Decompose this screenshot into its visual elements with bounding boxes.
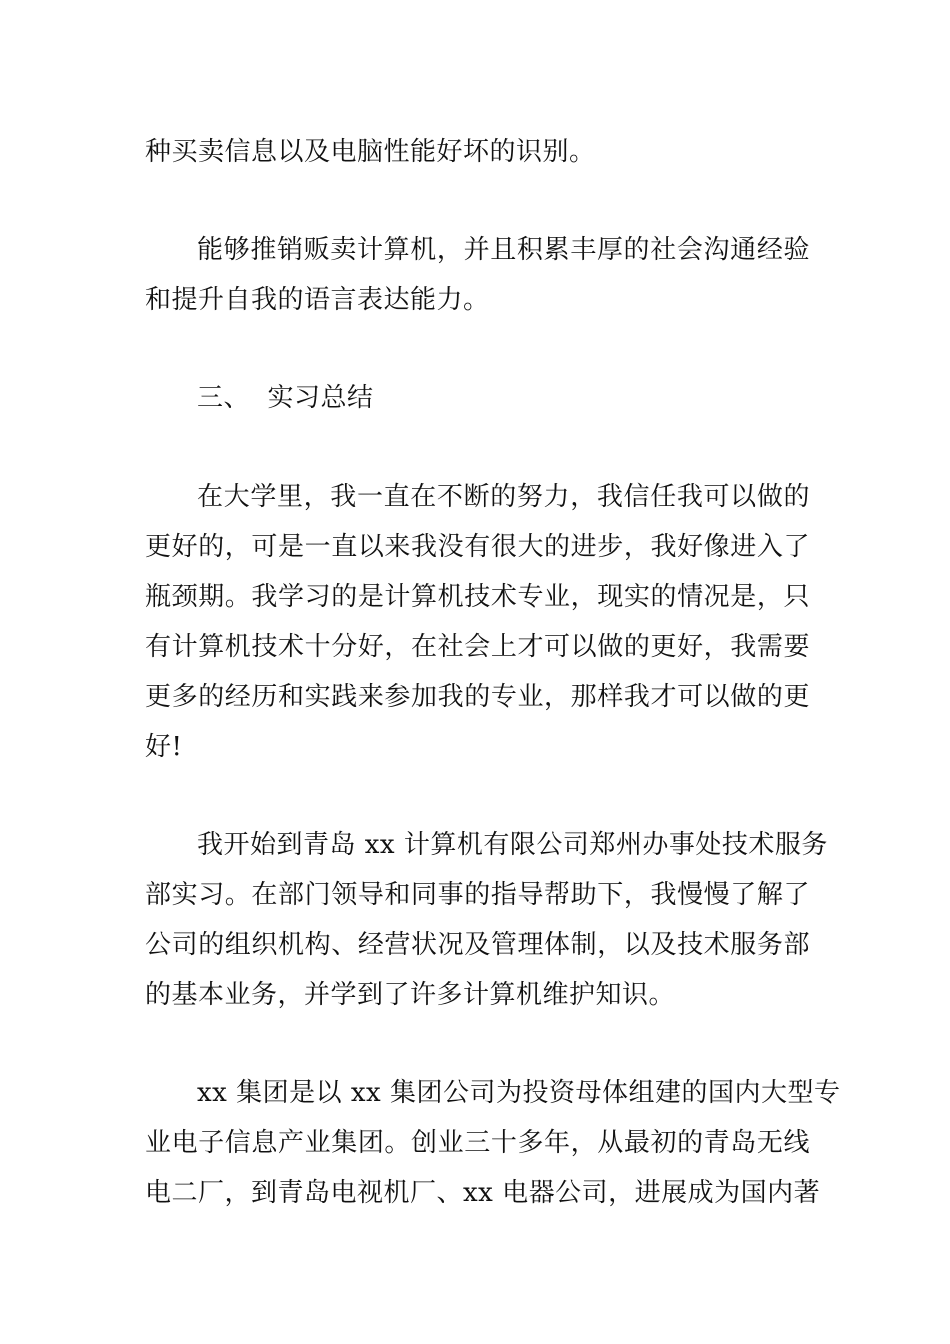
paragraph-1-line-1: 种买卖信息以及电脑性能好坏的识别。 [145,137,596,167]
section-heading: 三、 实习总结 [197,383,374,413]
paragraph-3-line-6: 好! [145,732,183,762]
paragraph-4-line-1: 我开始到青岛 xx 计算机有限公司郑州办事处技术服务 [197,830,828,860]
paragraph-5-line-3: 电二厂，到青岛电视机厂、xx 电器公司，进展成为国内著 [145,1178,821,1208]
paragraph-4-line-2: 部实习。在部门领导和同事的指导帮助下，我慢慢了解了 [145,880,810,910]
paragraph-3-line-3: 瓶颈期。我学习的是计算机技术专业，现实的情况是，只 [145,582,810,612]
paragraph-2-line-2: 和提升自我的语言表达能力。 [145,285,490,315]
paragraph-3-line-4: 有计算机技术十分好，在社会上才可以做的更好，我需要 [145,632,810,662]
paragraph-3-line-1: 在大学里，我一直在不断的努力，我信任我可以做的 [197,482,810,512]
paragraph-3-line-2: 更好的，可是一直以来我没有很大的进步，我好像进入了 [145,532,810,562]
paragraph-4-line-3: 公司的组织机构、经营状况及管理体制，以及技术服务部 [145,930,810,960]
paragraph-3-line-5: 更多的经历和实践来参加我的专业，那样我才可以做的更 [145,682,810,712]
paragraph-5-line-2: 业电子信息产业集团。创业三十多年，从最初的青岛无线 [145,1128,810,1158]
paragraph-5-line-1: xx 集团是以 xx 集团公司为投资母体组建的国内大型专 [197,1078,841,1108]
paragraph-2-line-1: 能够推销贩卖计算机，并且积累丰厚的社会沟通经验 [197,235,810,265]
paragraph-4-line-4: 的基本业务，并学到了许多计算机维护知识。 [145,980,676,1010]
